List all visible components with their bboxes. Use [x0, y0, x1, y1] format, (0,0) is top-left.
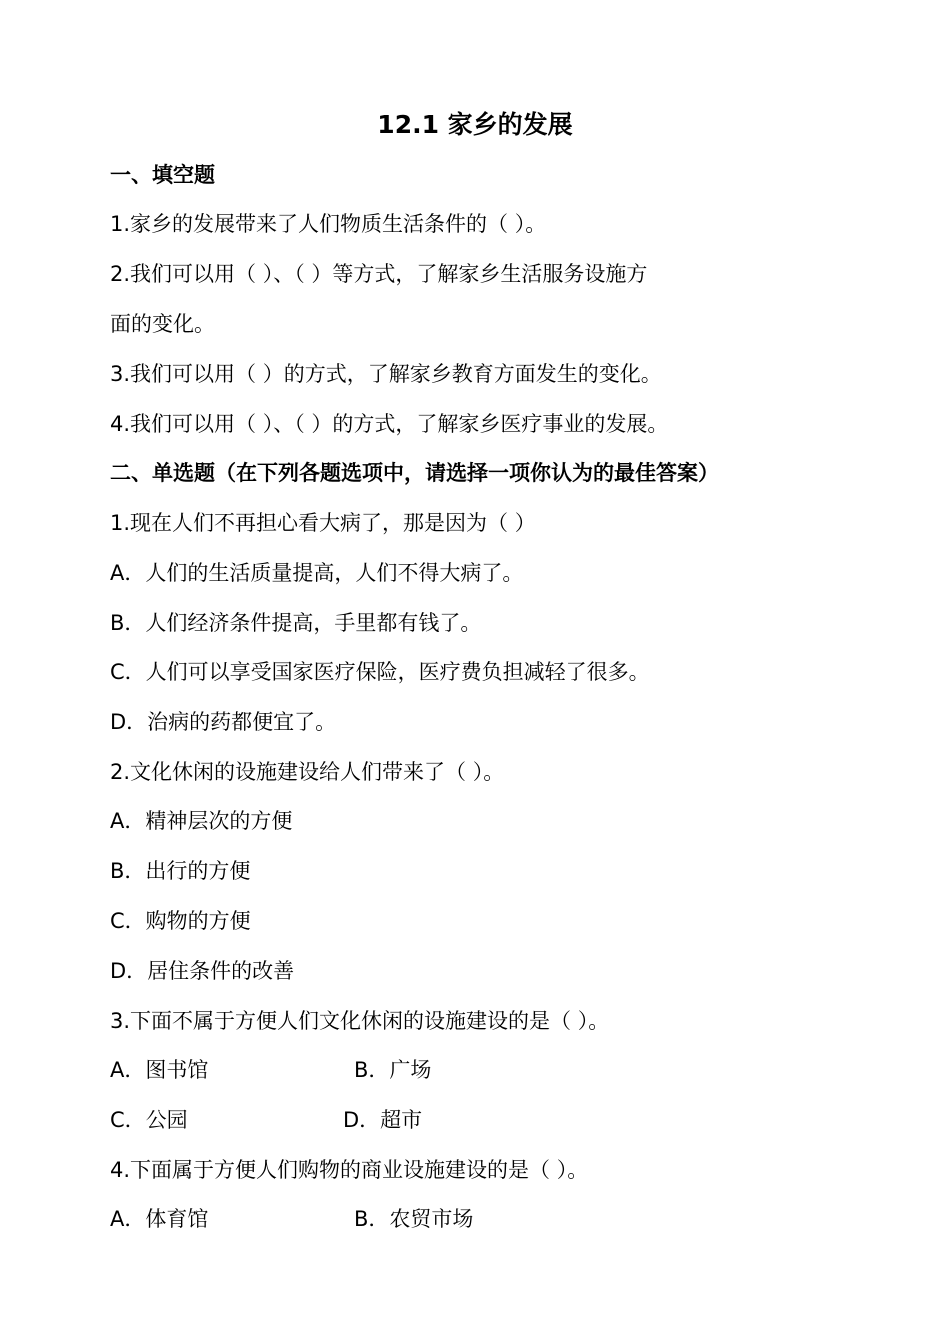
fill-question-2: 2.我们可以用（ ）、（ ）等方式，了解家乡生活服务设施方 [110, 262, 648, 286]
fill-question-3: 3.我们可以用（ ）的方式，了解家乡教育方面发生的变化。 [110, 362, 662, 386]
choice-question-3-option-d: D．超市 [343, 1108, 423, 1132]
choice-question-1-option-c: C．人们可以享受国家医疗保险，医疗费负担减轻了很多。 [110, 660, 650, 684]
choice-question-2-option-a: A．精神层次的方便 [110, 809, 293, 833]
choice-question-2-option-c: C．购物的方便 [110, 909, 251, 933]
choice-question-4-option-a: A．体育馆 [110, 1207, 209, 1231]
fill-question-2-continued: 面的变化。 [110, 312, 215, 336]
choice-question-4-stem: 4.下面属于方便人们购物的商业设施建设的是（ ）。 [110, 1158, 589, 1182]
choice-question-1-option-d: D．治病的药都便宜了。 [110, 710, 337, 734]
choice-question-3-option-b: B．广场 [354, 1058, 432, 1082]
fill-question-4: 4.我们可以用（ ）、（ ）的方式，了解家乡医疗事业的发展。 [110, 412, 669, 436]
choice-question-4-option-b: B．农贸市场 [354, 1207, 474, 1231]
section-heading-fill-in: 一、填空题 [110, 163, 215, 187]
choice-question-2-option-d: D．居住条件的改善 [110, 959, 295, 983]
choice-question-3-option-c: C．公园 [110, 1108, 188, 1132]
choice-question-1-option-b: B．人们经济条件提高，手里都有钱了。 [110, 611, 482, 635]
choice-question-2-option-b: B．出行的方便 [110, 859, 251, 883]
choice-question-1-option-a: A．人们的生活质量提高，人们不得大病了。 [110, 561, 524, 585]
choice-question-1-stem: 1.现在人们不再担心看大病了，那是因为（ ） [110, 511, 536, 535]
section-heading-single-choice: 二、单选题（在下列各题选项中，请选择一项你认为的最佳答案） [110, 461, 719, 485]
page-title: 12.1 家乡的发展 [377, 110, 573, 139]
choice-question-2-stem: 2.文化休闲的设施建设给人们带来了（ ）。 [110, 760, 505, 784]
choice-question-3-option-a: A．图书馆 [110, 1058, 209, 1082]
fill-question-1: 1.家乡的发展带来了人们物质生活条件的（ ）。 [110, 212, 547, 236]
choice-question-3-stem: 3.下面不属于方便人们文化休闲的设施建设的是（ ）。 [110, 1009, 610, 1033]
